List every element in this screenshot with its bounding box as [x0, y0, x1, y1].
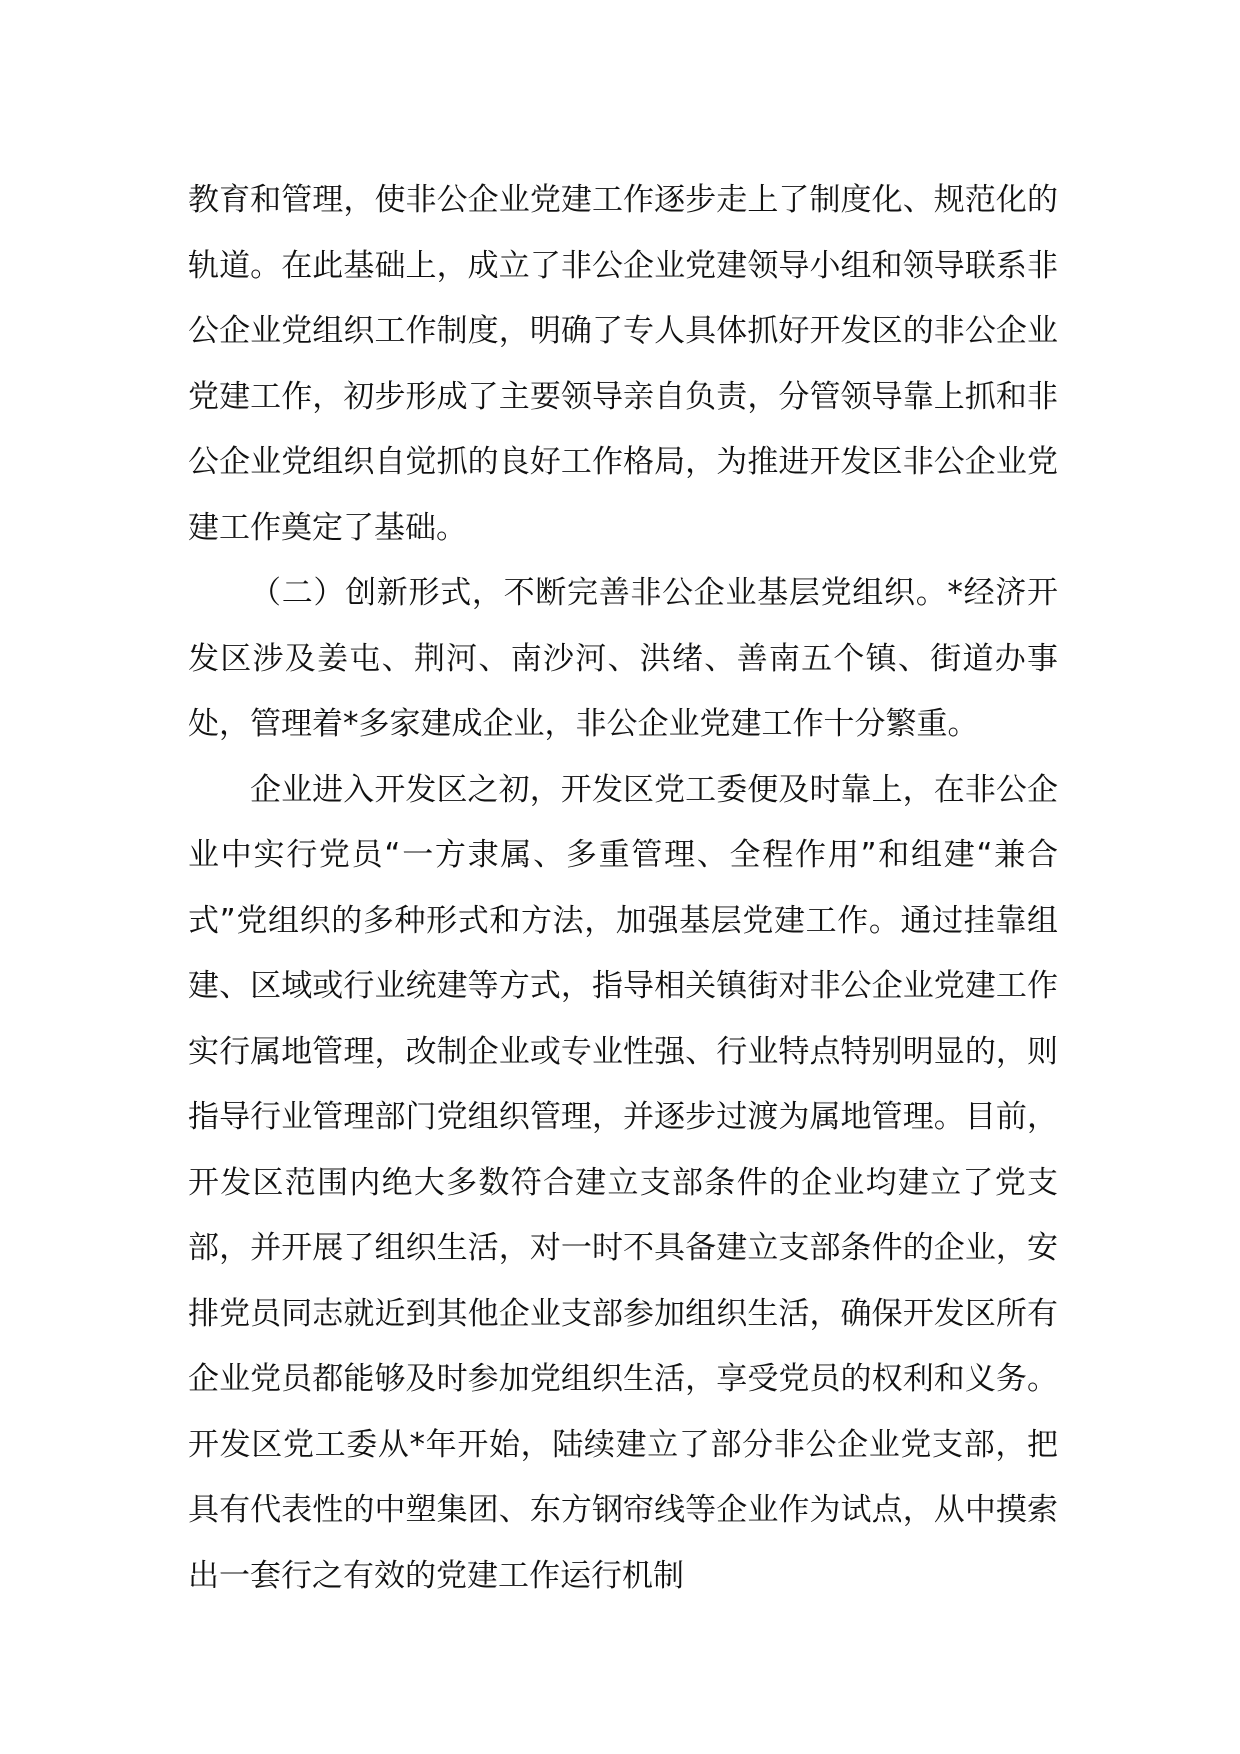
paragraph-enterprise: 企业进入开发区之初，开发区党工委便及时靠上，在非公企业中实行党员“一方隶属、多重管理、全程作用”和组建“兼合式”党组织的多种形式和方法，加强基层党建工作。通过挂靠组建、区域或行业统建等方式，指导相关镇街对非公企业党建工作实行属地管理，改制企业或专业性强、行业特点特别明显的，则指导行业管理部门党组织管理，并逐步过渡为属地管理。目前，开发区范围内绝大多数符合建立支部条件的企业均建立了党支部，并开展了组织生活，对一时不具备建立支部条件的企业，安排党员同志就近到其他企业支部参加组织生活，确保开发区所有企业党员都能够及时参加党组织生活，享受党员的权利和义务。开发区党工委从*年开始，陆续建立了部分非公企业党支部，把具有代表性的中塑集团、东方钢帘线等企业作为试点，从中摸索出一套行之有效的党建工作运行机制 — [188, 771, 1058, 1594]
paragraph-continued: 教育和管理，使非公企业党建工作逐步走上了制度化、规范化的轨道。在此基础上，成立了非公企业党建领导小组和领导联系非公企业党组织工作制度，明确了专人具体抓好开发区的非公企业党建工作，初步形成了主要领导亲自负责，分管领导靠上抓和非公企业党组织自觉抓的良好工作格局，为推进开发区非公企业党建工作奠定了基础。 — [188, 182, 1058, 546]
paragraph-section-two: （二）创新形式，不断完善非公企业基层党组织。*经济开发区涉及姜屯、荆河、南沙河、洪绪、善南五个镇、街道办事处，管理着*多家建成企业，非公企业党建工作十分繁重。 — [188, 575, 1058, 742]
body-text — [188, 168, 1058, 1609]
